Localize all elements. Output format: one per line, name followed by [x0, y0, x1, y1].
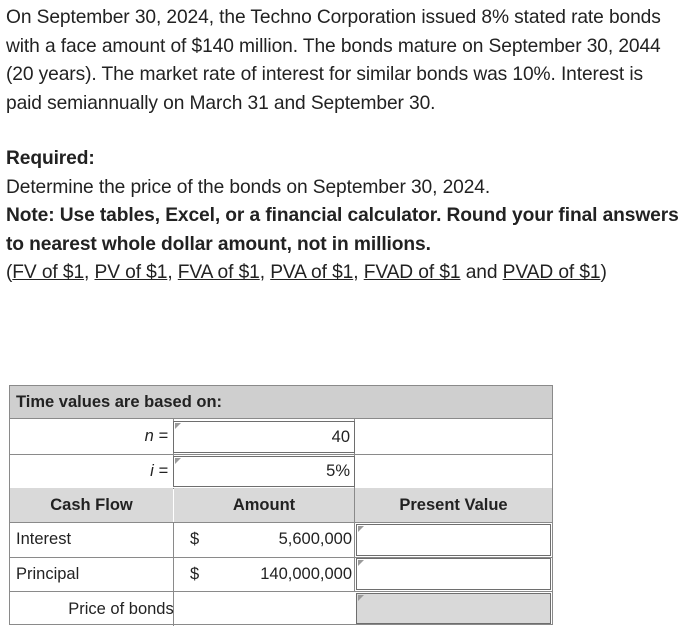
- fva-link[interactable]: FVA of $1: [177, 262, 260, 283]
- time-value-table: [9, 385, 553, 625]
- cash-flow-column-header: Cash Flow: [10, 488, 173, 522]
- links-close-paren: ): [600, 262, 607, 283]
- i-input[interactable]: 5%: [173, 456, 355, 487]
- interest-currency: $: [190, 530, 200, 548]
- table-header: Time values are based on:: [10, 386, 552, 419]
- price-of-bonds-label: Price of bonds: [68, 600, 174, 618]
- input-indicator-icon: [358, 560, 364, 566]
- links-separator: ,: [167, 262, 178, 283]
- pva-link[interactable]: PVA of $1: [270, 262, 354, 283]
- input-indicator-icon: [358, 595, 364, 601]
- note-text: Note: Use tables, Excel, or a financial calculator. Round your final answers to nearest whole dollar amount, not in millions.: [6, 205, 679, 255]
- pv-link[interactable]: PV of $1: [94, 262, 168, 283]
- i-label: i =: [150, 462, 168, 480]
- principal-label: Principal: [16, 565, 80, 583]
- input-indicator-icon: [358, 526, 364, 532]
- links-and: and: [460, 262, 503, 283]
- pvad-link[interactable]: PVAD of $1: [502, 262, 601, 283]
- principal-amount: 140,000,000: [260, 565, 352, 583]
- input-indicator-icon: [175, 423, 181, 429]
- time-value-links: [6, 259, 682, 288]
- price-of-bonds-input[interactable]: [356, 593, 551, 624]
- principal-currency: $: [190, 565, 200, 583]
- interest-present-value-input[interactable]: [356, 524, 551, 556]
- input-indicator-icon: [175, 458, 181, 464]
- links-separator: ,: [259, 262, 271, 283]
- problem-statement: [6, 4, 682, 288]
- problem-intro: On September 30, 2024, the Techno Corporation issued 8% stated rate bonds with a face amount of $140 million. The bonds mature on September 30, 2044 (20 years). The market rate of interest for similar bonds was 10%. Interest is paid semiannually on March 31 and September 30.: [6, 7, 661, 114]
- links-separator: ,: [353, 262, 364, 283]
- fv-link[interactable]: FV of $1: [12, 262, 85, 283]
- interest-label: Interest: [16, 530, 72, 548]
- links-separator: ,: [84, 262, 95, 283]
- fvad-link[interactable]: FVAD of $1: [363, 262, 461, 283]
- amount-column-header: Amount: [174, 488, 354, 522]
- principal-present-value-input[interactable]: [356, 558, 551, 590]
- required-heading: Required:: [6, 148, 95, 169]
- required-section: [6, 145, 682, 288]
- interest-amount: 5,600,000: [278, 530, 352, 548]
- present-value-column-header: Present Value: [355, 488, 552, 522]
- n-label: n =: [144, 427, 168, 445]
- links-open-paren: (: [6, 262, 13, 283]
- n-input[interactable]: 40: [173, 421, 355, 453]
- required-text: Determine the price of the bonds on September 30, 2024.: [6, 176, 491, 198]
